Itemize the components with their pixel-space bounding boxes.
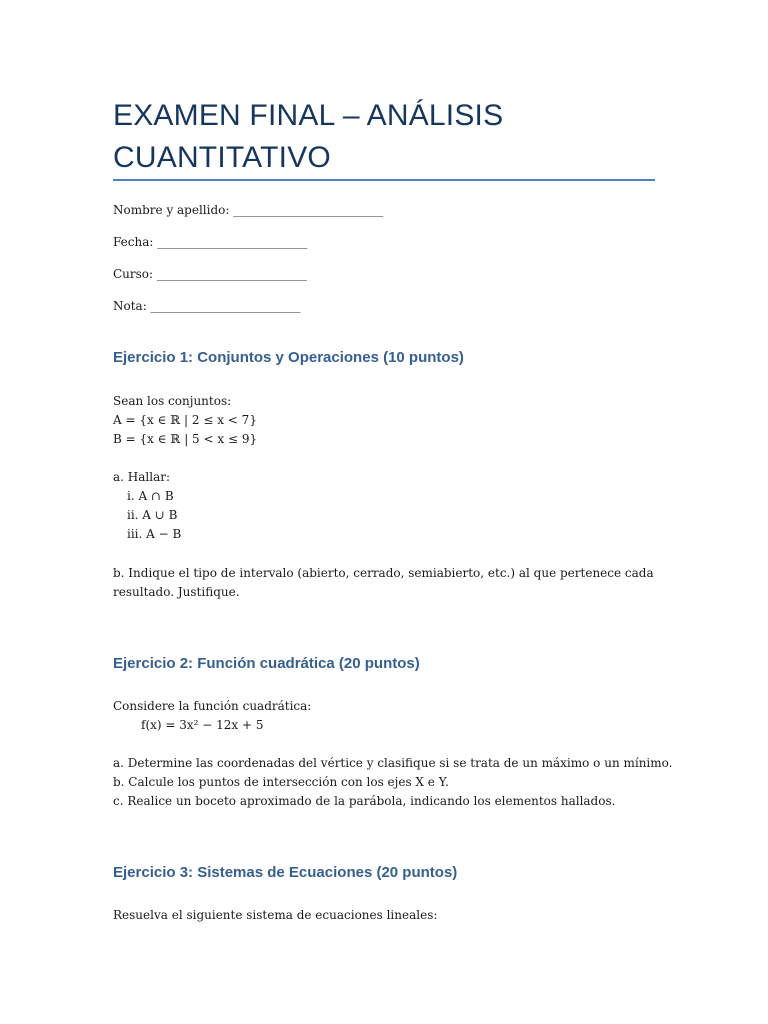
exercise-2-heading: Ejercicio 2: Función cuadrática (20 puntos): [113, 655, 420, 672]
title-line-1: EXAMEN FINAL – ANÁLISIS: [113, 99, 504, 132]
exercise-1-part-a-i: i. A ∩ B: [127, 489, 174, 503]
exercise-1-part-a-ii: ii. A ∪ B: [127, 508, 178, 522]
exercise-2-part-c: c. Realice un boceto aproximado de la parábola, indicando los elementos hallados.: [113, 794, 616, 808]
exercise-1-part-a: a. Hallar:: [113, 470, 171, 484]
set-a-definition: A = {x ∈ ℝ | 2 ≤ x < 7}: [113, 413, 257, 427]
exercise-2-part-b: b. Calcule los puntos de intersección con los ejes X e Y.: [113, 775, 449, 789]
title-underline: [113, 179, 655, 181]
grade-field: Nota: _________________________: [113, 299, 301, 313]
date-field: Fecha: _________________________: [113, 235, 308, 249]
course-field: Curso: _________________________: [113, 267, 307, 281]
exercise-1-part-b-line-2: resultado. Justifique.: [113, 585, 240, 599]
exercise-2-intro: Considere la función cuadrática:: [113, 699, 312, 713]
exercise-1-part-b-line-1: b. Indique el tipo de intervalo (abierto, cerrado, semiabierto, etc.) al que pertenece cada: [113, 566, 654, 580]
exercise-1-heading: Ejercicio 1: Conjuntos y Operaciones (10 puntos): [113, 349, 464, 366]
set-b-definition: B = {x ∈ ℝ | 5 < x ≤ 9}: [113, 432, 258, 446]
quadratic-formula: f(x) = 3x² − 12x + 5: [141, 718, 264, 732]
exercise-2-part-a: a. Determine las coordenadas del vértice y clasifique si se trata de un máximo o un mínimo.: [113, 756, 673, 770]
document-title: [113, 95, 658, 179]
name-field: Nombre y apellido: _________________________: [113, 203, 384, 217]
exercise-3-intro: Resuelva el siguiente sistema de ecuaciones lineales:: [113, 908, 438, 922]
title-line-2: CUANTITATIVO: [113, 141, 331, 174]
exercise-1-part-a-iii: iii. A − B: [127, 527, 182, 541]
exercise-3-heading: Ejercicio 3: Sistemas de Ecuaciones (20 puntos): [113, 864, 458, 881]
exercise-1-intro: Sean los conjuntos:: [113, 394, 232, 408]
